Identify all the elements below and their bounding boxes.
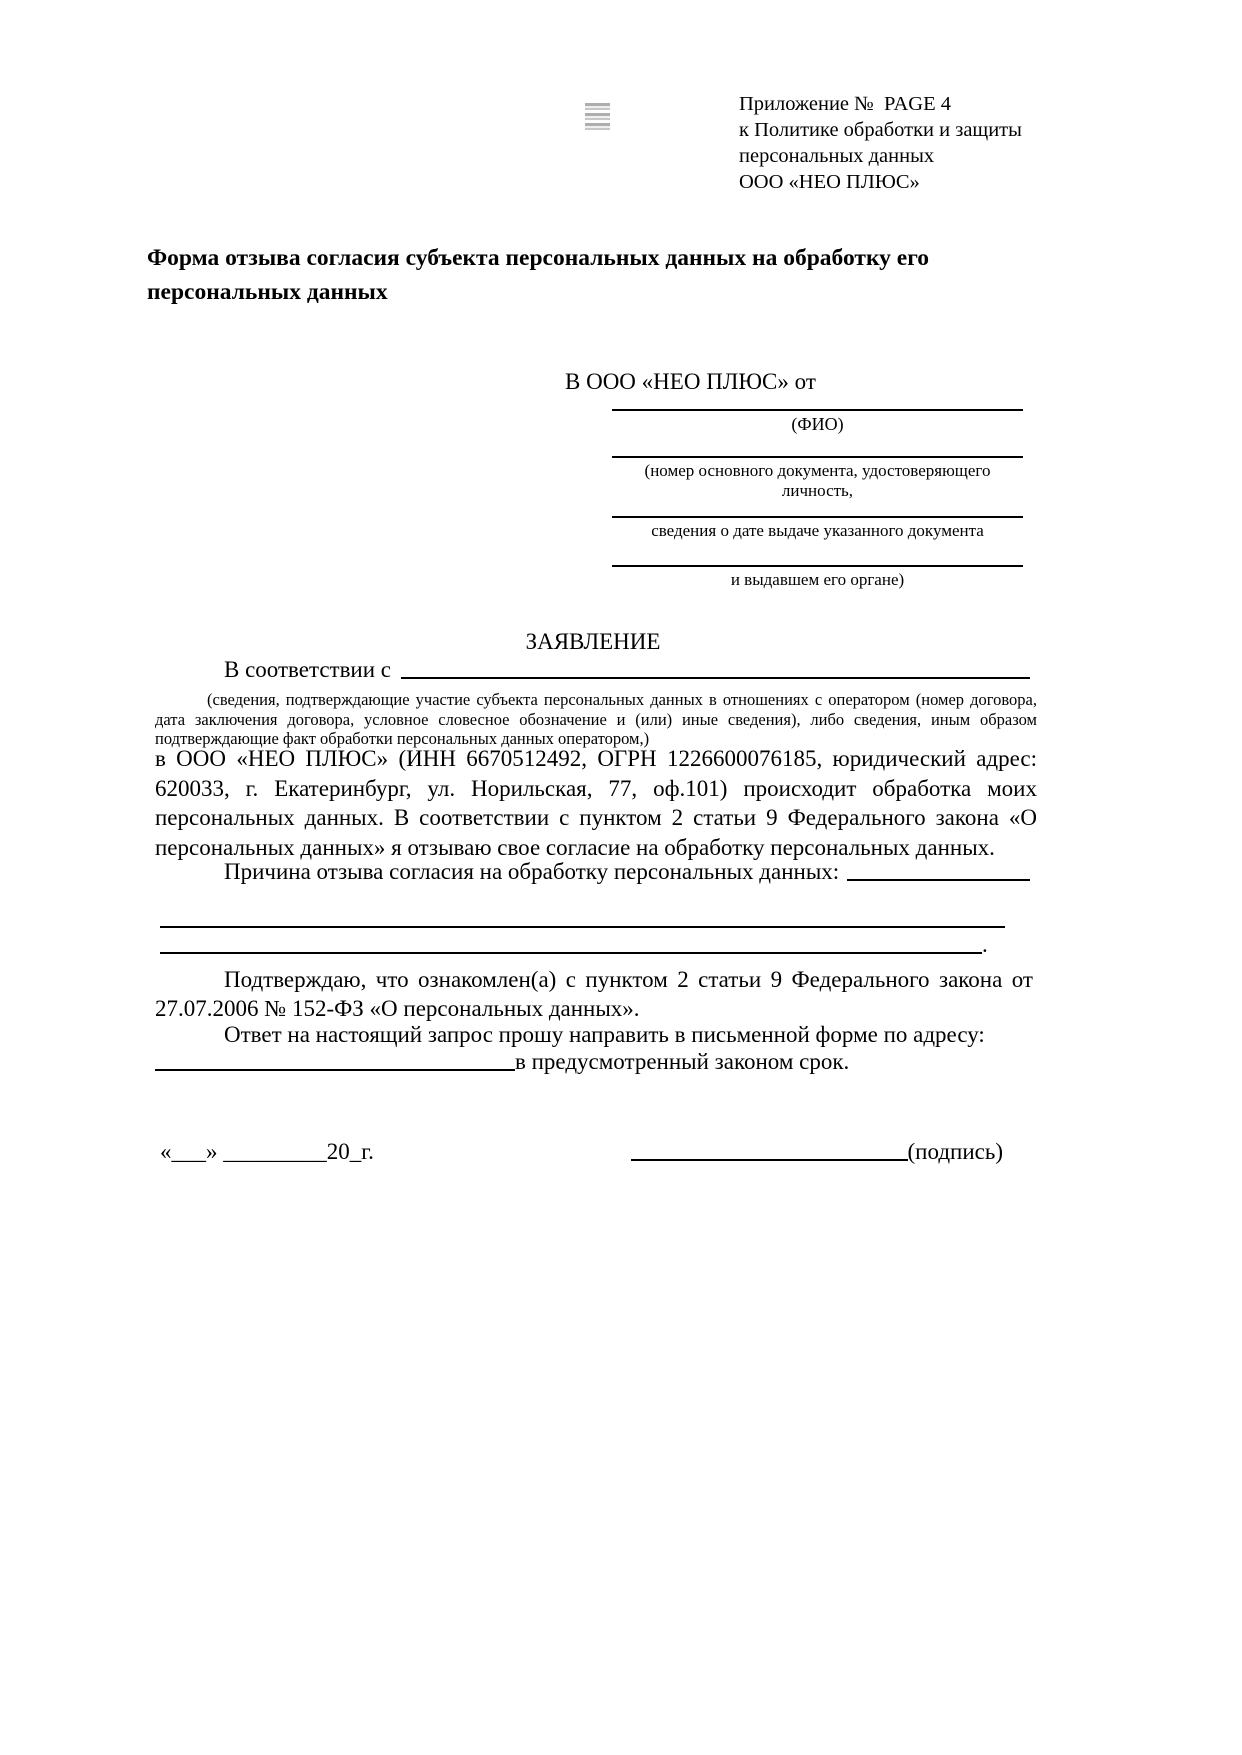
response-request-tail: в предусмотренный законом срок. <box>515 1049 850 1074</box>
signature-blank-line <box>631 1159 908 1161</box>
response-request-text: Ответ на настоящий запрос прошу направить в письменной форме по адресу: <box>224 1022 985 1047</box>
header-ref-line: ООО «НЕО ПЛЮС» <box>739 171 920 193</box>
accordance-opening-text: В соответствии с <box>224 657 392 682</box>
reason-blank-line-3 <box>160 952 982 954</box>
accordance-row <box>155 657 1030 683</box>
statement-heading: ЗАЯВЛЕНИЕ <box>525 629 661 654</box>
accordance-blank-line <box>401 677 1030 679</box>
doc-number-blank-line <box>612 456 1023 458</box>
field-code-artifact <box>585 103 610 130</box>
appendix-reference-block <box>739 91 1069 195</box>
fio-blank-line <box>612 409 1023 411</box>
statement-body: в ООО «НЕО ПЛЮС» (ИНН 6670512492, ОГРН 1226600076185, юридический адрес: 620033, г. Екатеринбург, ул. Норильская, 77, оф.101) происходит обработка моих персональных данных. В соответствии с пунктом 2 статьи 9 Федерального закона «О персональных данных» я отзываю свое согласие на обработку персональных данных. <box>155 746 1037 860</box>
addressee-intro: В ООО «НЕО ПЛЮС» от <box>565 369 816 394</box>
reason-blank-line <box>847 879 1030 881</box>
date-signature-row <box>160 1139 1003 1165</box>
fio-label: (ФИО) <box>791 414 844 434</box>
response-address-blank-line <box>155 1069 515 1071</box>
reason-label: Причина отзыва согласия на обработку персональных данных: <box>224 859 840 884</box>
doc-issuer-label: и выдавшем его органе) <box>730 570 905 589</box>
signature-group <box>631 1139 1003 1165</box>
confirmation-text: Подтверждаю, что ознакомлен(а) с пунктом 2 статьи 9 Федерального закона от 27.07.2006 № 152-ФЗ «О персональных данных». <box>155 967 1033 1021</box>
footnote-text: (сведения, подтверждающие участие субъекта персональных данных в отношениях с оператором (номер договора, дата заключения договора, условное словесное обозначение и (или) иные сведения), либо сведения, иным образом подтверждающие факт обработки персональных данных оператором,) <box>155 690 1037 748</box>
document-title: Форма отзыва согласия субъекта персональных данных на обработку его персональных данных <box>147 245 930 305</box>
reason-blank-line-2 <box>160 926 1005 928</box>
doc-issuer-blank-line <box>612 565 1023 567</box>
date-blank-text: «___» _________20_г. <box>160 1139 374 1164</box>
doc-issue-date-blank-line <box>612 516 1023 518</box>
doc-issue-date-label: сведения о дате выдаче указанного документа <box>651 521 984 540</box>
header-ref-line: Приложение № PAGE 4 <box>739 93 951 115</box>
reason-blank-row-3 <box>160 932 992 958</box>
doc-number-label: (номер основного документа, удостоверяющего личность, <box>644 461 991 500</box>
response-address-row <box>155 1049 1033 1075</box>
header-ref-line: к Политике обработки и защиты <box>739 119 1022 141</box>
signature-label: (подпись) <box>907 1139 1003 1164</box>
header-ref-line: персональных данных <box>739 145 935 167</box>
reason-line-terminator: . <box>982 932 988 957</box>
reason-row <box>155 859 1030 885</box>
